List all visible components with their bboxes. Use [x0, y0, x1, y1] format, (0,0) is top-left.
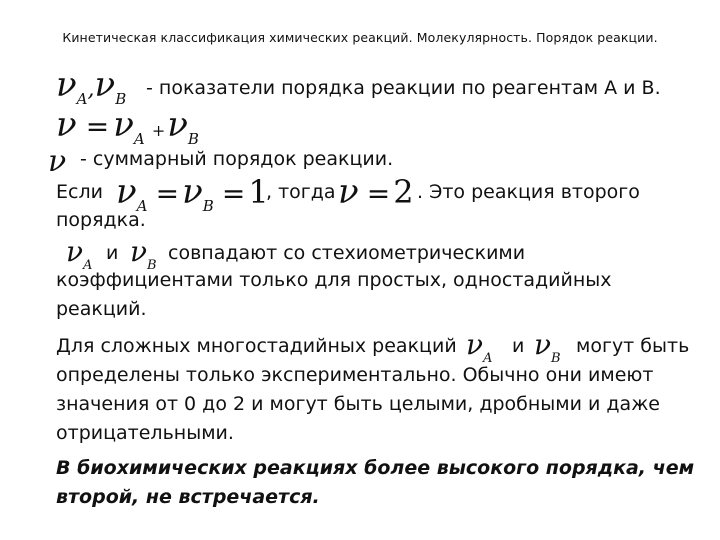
- text-line-5: порядка.: [56, 209, 146, 231]
- formula-sum-order: ν = νA +νB: [56, 105, 199, 148]
- text-line-4-togda: , тогда: [266, 181, 336, 203]
- text-line-9-i: и: [512, 335, 525, 357]
- text-line-6-rest: совпадают со стехиометрическими: [168, 242, 526, 264]
- formula-nu-a-eq-nu-b-eq-1: νA =νB =1: [116, 172, 269, 215]
- text-line-1: - показатели порядка реакции по реагентам А и В.: [146, 77, 661, 99]
- text-line-11: значения от 0 до 2 и могут быть целыми, дробными и даже: [56, 393, 661, 415]
- text-line-9-end: могут быть: [576, 335, 690, 357]
- slide-title: Кинетическая классификация химических реакций. Молекулярность. Порядок реакции.: [62, 30, 658, 45]
- text-line-6-i: и: [106, 242, 119, 264]
- formula-nu-b-small: $\nu_B$: [130, 235, 157, 273]
- formula-nu: ν: [48, 144, 67, 179]
- text-line-7: коэффициентами только для простых, одностадийных: [56, 269, 612, 291]
- formula-nu-a-line9: $\nu_A$: [466, 328, 493, 366]
- text-line-4-esli: Если: [56, 181, 103, 203]
- text-line-10: определены только экспериментально. Обычно они имеют: [56, 364, 654, 386]
- formula-nu-b-line9: $\nu_B$: [534, 328, 561, 366]
- text-line-8: реакций.: [56, 298, 147, 320]
- text-line-14: второй, не встречается.: [56, 486, 320, 508]
- text-line-9-start: Для сложных многостадийных реакций: [56, 335, 457, 357]
- text-line-12: отрицательными.: [56, 422, 234, 444]
- formula-nu-eq-2: ν =2: [338, 172, 414, 212]
- text-line-13: В биохимических реакциях более высокого порядка, чем: [56, 457, 695, 479]
- formula-nu-a-small: $\nu_A$: [66, 235, 93, 273]
- text-line-4-end: . Это реакция второго: [417, 181, 640, 203]
- text-line-3: - суммарный порядок реакции.: [80, 148, 394, 170]
- formula-nu-a-nu-b: νA,νB: [56, 65, 127, 108]
